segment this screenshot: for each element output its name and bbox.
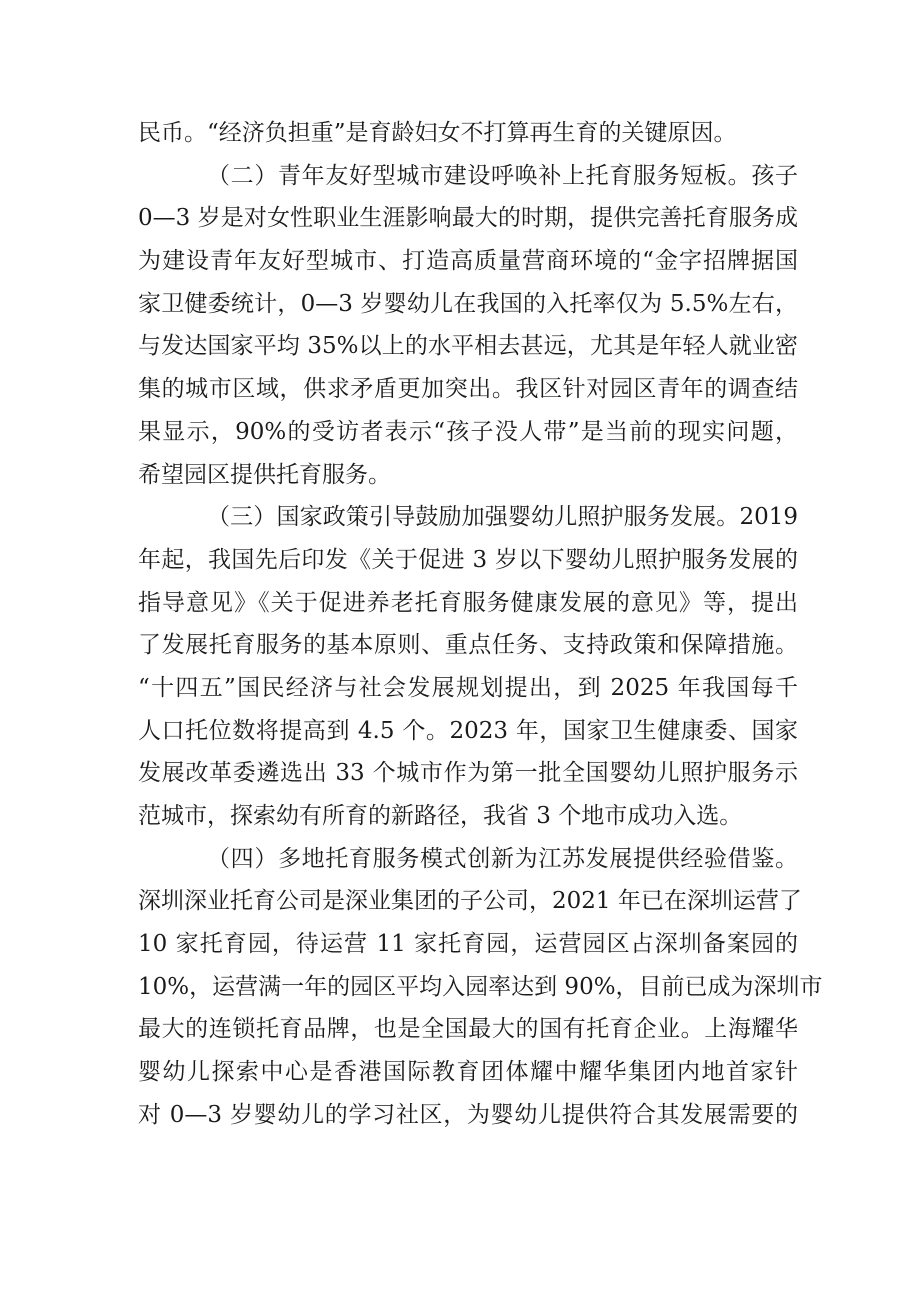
text-line: 发展改革委遴选出 33 个城市作为第一批全国婴幼儿照护服务示: [138, 760, 798, 787]
paragraph-model-innovation: [138, 838, 823, 1137]
text-line: 为建设青年友好型城市、打造高质量营商环境的“金字招牌据国: [138, 248, 798, 275]
paragraph-economic-burden: [138, 112, 798, 155]
text-line: 范城市，探索幼有所育的新路径，我省 3 个地市成功入选。: [138, 803, 743, 829]
text-line: （四）多地托育服务模式创新为江苏发展提供经验借鉴。: [207, 845, 798, 872]
text-line: 了发展托育服务的基本原则、重点任务、支持政策和保障措施。: [138, 632, 798, 659]
text-line: 最大的连锁托育品牌，也是全国最大的国有托育企业。上海耀华: [138, 1016, 798, 1043]
text-line: 婴幼儿探索中心是香港国际教育团体耀中耀华集团内地首家针: [138, 1059, 798, 1086]
text-line: （三）国家政策引导鼓励加强婴幼儿照护服务发展。2019: [207, 504, 798, 531]
text-line: 果显示，90%的受访者表示“孩子没人带”是当前的现实问题，: [138, 418, 798, 445]
text-line: （二）青年友好型城市建设呼唤补上托育服务短板。孩子: [207, 162, 798, 189]
text-line: 人口托位数将提高到 4.5 个。2023 年，国家卫生健康委、国家: [138, 717, 798, 744]
text-line: 指导意见》《关于促进养老托育服务健康发展的意见》等，提出: [138, 589, 798, 616]
text-line: 民币。“经济负担重”是育龄妇女不打算再生育的关键原因。: [138, 120, 737, 146]
text-line: 家卫健委统计，0—3 岁婴幼儿在我国的入托率仅为 5.5%左右，: [138, 290, 798, 317]
text-line: “十四五”国民经济与社会发展规划提出，到 2025 年我国每千: [138, 674, 798, 701]
text-line: 深圳深业托育公司是深业集团的子公司，2021 年已在深圳运营了: [138, 888, 802, 915]
text-line: 与发达国家平均 35%以上的水平相去甚远，尤其是年轻人就业密: [138, 333, 798, 360]
text-line: 集的城市区域，供求矛盾更加突出。我区针对园区青年的调查结: [138, 376, 798, 403]
text-line: 年起，我国先后印发《关于促进 3 岁以下婴幼儿照护服务发展的: [138, 546, 798, 573]
body-text: [138, 112, 823, 1137]
text-line: 10%，运营满一年的园区平均入园率达到 90%，目前已成为深圳市: [138, 973, 823, 1000]
paragraph-youth-friendly-city: [138, 155, 798, 497]
text-line: 希望园区提供托育服务。: [138, 461, 391, 488]
paragraph-national-policy: [138, 496, 798, 838]
text-line: 对 0—3 岁婴幼儿的学习社区，为婴幼儿提供符合其发展需要的: [138, 1101, 798, 1128]
text-line: 10 家托育园，待运营 11 家托育园，运营园区占深圳备案园的: [138, 931, 798, 958]
text-line: 0—3 岁是对女性职业生涯影响最大的时期，提供完善托育服务成: [138, 205, 798, 232]
